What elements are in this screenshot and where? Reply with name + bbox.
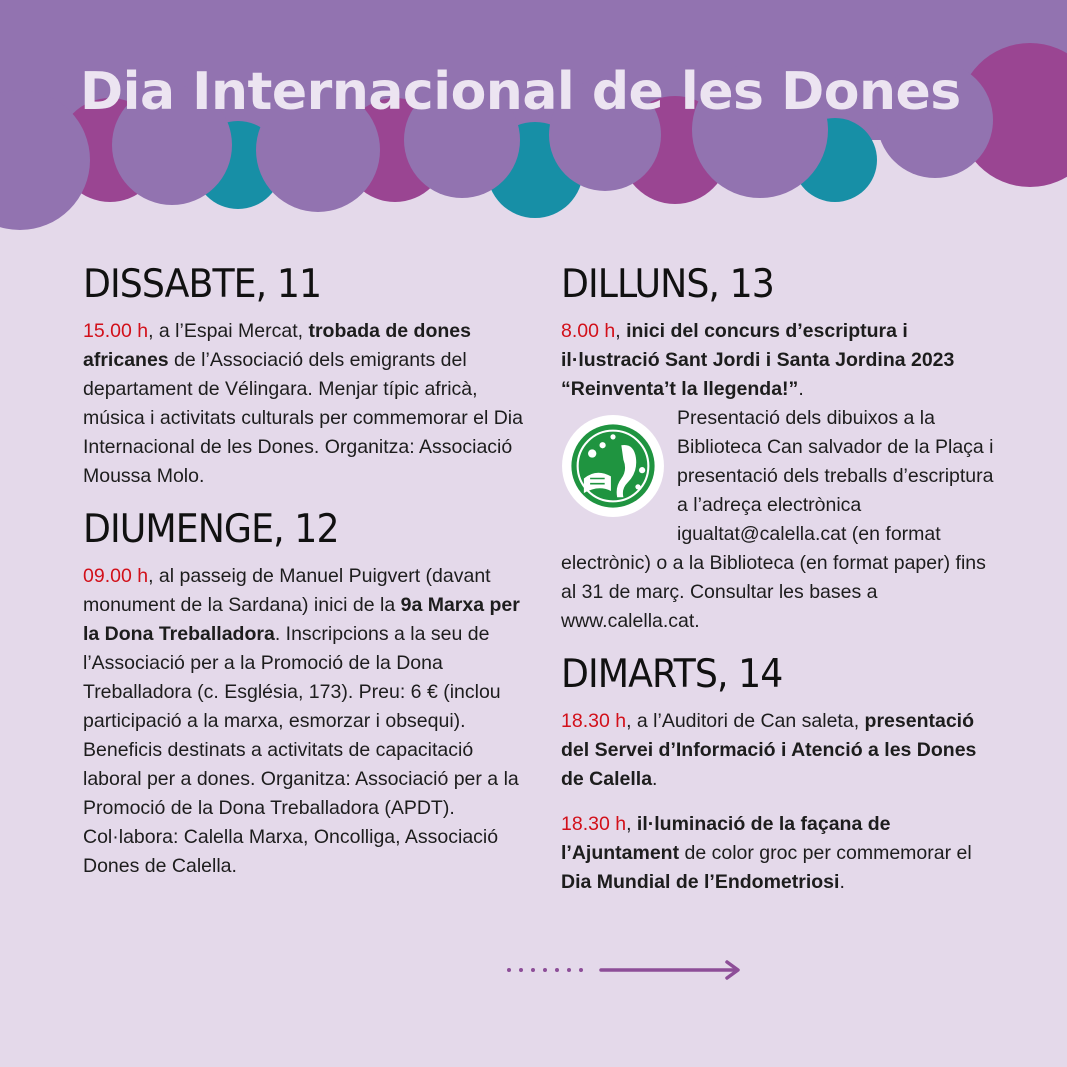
day-heading-dissabte: DISSABTE, 11 (83, 262, 322, 307)
event-dilluns-details: Presentació dels dibuixos a la Biblioteca Can salvador de la Plaça i presentació dels treballs d’escriptura a l’adreça electrònica igualtat@calella.cat (en format electrònic) o a la Biblioteca (en format paper) fins al 31 de març. Consultar les bases a www.calella.cat. (561, 407, 994, 632)
right-column (561, 262, 1001, 913)
page-title: Dia Internacional de les Dones (80, 62, 961, 122)
day-heading-dimarts: DIMARTS, 14 (561, 652, 783, 697)
event-dimarts-presentation: 18.30 h, a l’Auditori de Can saleta, presentació del Servei d’Informació i Atenció a les Dones de Calella. (561, 710, 977, 790)
sant-jordi-contest-logo-icon (561, 414, 665, 518)
event-diumenge: 09.00 h, al passeig de Manuel Puigvert (davant monument de la Sardana) inici de la 9a Marxa per la Dona Treballadora. Inscripcions a la seu de l’Associació per a la Promoció de la Dona Treballadora (c. Església, 173). Preu: 6 € (inclou participació a la marxa, esmorzar i obsequi). Beneficis destinats a activitats de capacitació laboral per a dones. Organitza: Associació per a la Promoció de la Dona Treballadora (APDT). Col·labora: Calella Marxa, Oncolliga, Associació Dones de Calella. (83, 565, 520, 877)
event-time: 18.30 h (561, 813, 627, 835)
event-time: 18.30 h (561, 710, 627, 732)
left-column (83, 262, 523, 897)
event-dissabte: 15.00 h, a l’Espai Mercat, trobada de dones africanes de l’Associació dels emigrants del departament de Vélingara. Menjar típic africà, música i activitats culturals per commemorar el Dia Internacional de les Dones. Organitza: Associació Moussa Molo. (83, 320, 523, 487)
event-time: 09.00 h (83, 565, 149, 587)
event-time: 15.00 h (83, 320, 149, 342)
event-time: 8.00 h (561, 320, 616, 342)
event-dilluns-contest: 8.00 h, inici del concurs d’escriptura i il·lustració Sant Jordi i Santa Jordina 2023 “Reinventa’t la llegenda!”. (561, 320, 955, 400)
arrow-right-icon[interactable] (505, 958, 745, 982)
day-heading-dilluns: DILLUNS, 13 (561, 262, 774, 307)
day-heading-diumenge: DIUMENGE, 12 (83, 507, 339, 552)
event-dimarts-illumination: 18.30 h, il·luminació de la façana de l’Ajuntament de color groc per commemorar el Dia Mundial de l’Endometriosi. (561, 813, 972, 893)
